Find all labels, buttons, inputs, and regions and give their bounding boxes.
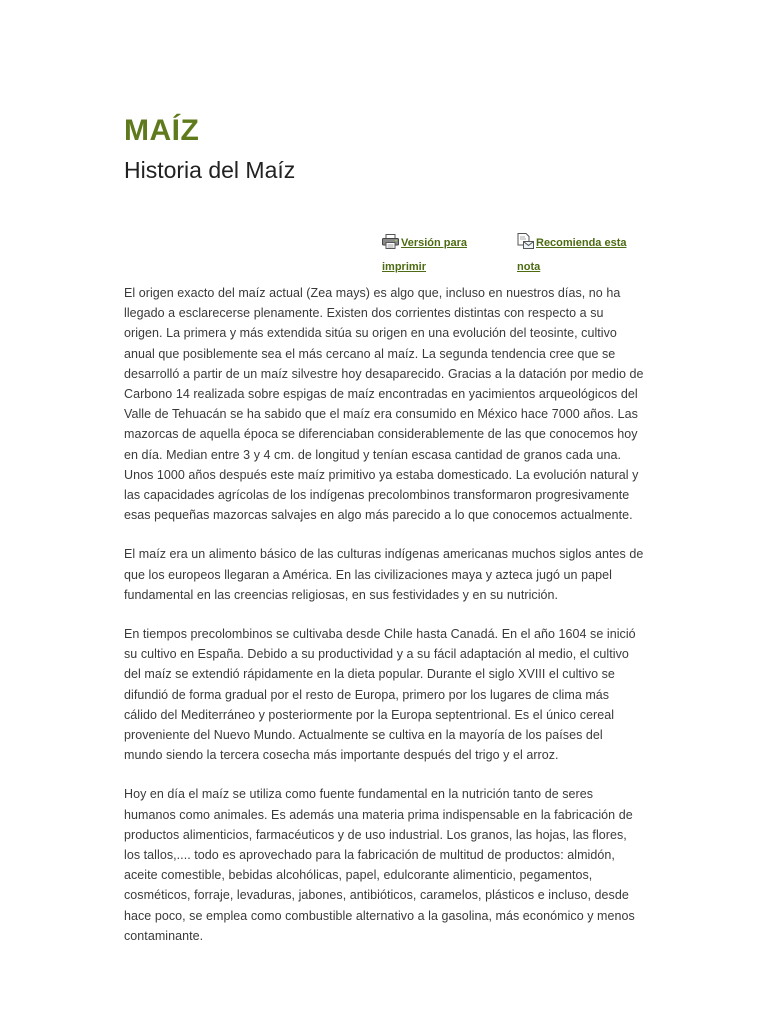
article-paragraph-4: Hoy en día el maíz se utiliza como fuente fundamental en la nutrición tanto de seres humanos como animales. Es además una materia prima indispensable en la fabricación de productos alimenticios, farmacéuticos y de uso industrial. Los granos, las hojas, las flores, los tallos,.... todo es aprovechado para la fabricación de multitud de productos: almidón, aceite comestible, bebidas alcohólicas, papel, edulcorante alimenticio, pegamentos, cosméticos, forraje, levaduras, jabones, antibióticos, caramelos, plásticos e incluso, desde hace poco, se emplea como combustible alternativo a la gasolina, más económico y menos contaminante.	[124, 787, 635, 943]
print-version-link[interactable]	[382, 233, 492, 278]
page-title: MAÍZ	[124, 114, 200, 147]
page-subtitle: Historia del Maíz	[124, 157, 296, 183]
article-paragraph-1: El origen exacto del maíz actual (Zea mays) es algo que, incluso en nuestros días, no ha llegado a esclarecerse plenamente. Existen dos corrientes distintas con respecto a su origen. La primera y más extendida sitúa su origen en una evolución del teosinte, cultivo anual que posiblemente sea el más cercano al maíz. La segunda tendencia cree que se desarrolló a partir de un maíz silvestre hoy desaparecido. Gracias a la datación por medio de Carbono 14 realizada sobre espigas de maíz encontradas en yacimientos arqueológicos del Valle de Tehuacán se ha sabido que el maíz era consumido en México hace 7000 años. Las mazorcas de aquella época se diferenciaban considerablemente de las que conocemos hoy en día. Median entre 3 y 4 cm. de longitud y tenían escasa cantidad de granos cada una. Unos 1000 años después este maíz primitivo ya estaba domesticado. La evolución natural y las capacidades agrícolas de los indígenas precolombinos transformaron progresivamente esas pequeñas mazorcas salvajes en algo más parecido a lo que conocemos actualmente.	[124, 286, 644, 523]
recommend-note-link[interactable]	[517, 233, 642, 278]
document-envelope-icon	[517, 233, 534, 257]
article-body	[124, 283, 644, 965]
article-paragraph-3: En tiempos precolombinos se cultivaba desde Chile hasta Canadá. En el año 1604 se inició su cultivo en España. Debido a su productividad y a su fácil adaptación al medio, el cultivo del maíz se extendió rápidamente en la dieta popular. Durante el siglo XVIII el cultivo se difundió de forma gradual por el resto de Europa, primero por los lugares de clima más cálido del Mediterráneo y posteriormente por la Europa septentrional. Es el único cereal proveniente del Nuevo Mundo. Actualmente se cultiva en la mayoría de los países del mundo siendo la tercera cosecha más importante después del trigo y el arroz.	[124, 627, 636, 763]
printer-icon	[382, 234, 399, 257]
print-version-label: Versión para imprimir	[382, 237, 468, 273]
article-tools	[382, 233, 644, 277]
recommend-note-label: Recomienda esta nota	[517, 237, 627, 273]
article-paragraph-2: El maíz era un alimento básico de las culturas indígenas americanas muchos siglos antes de que los europeos llegaran a América. En las civilizaciones maya y azteca jugó un papel fundamental en las creencias religiosas, en sus festividades y en su nutrición.	[124, 547, 644, 602]
